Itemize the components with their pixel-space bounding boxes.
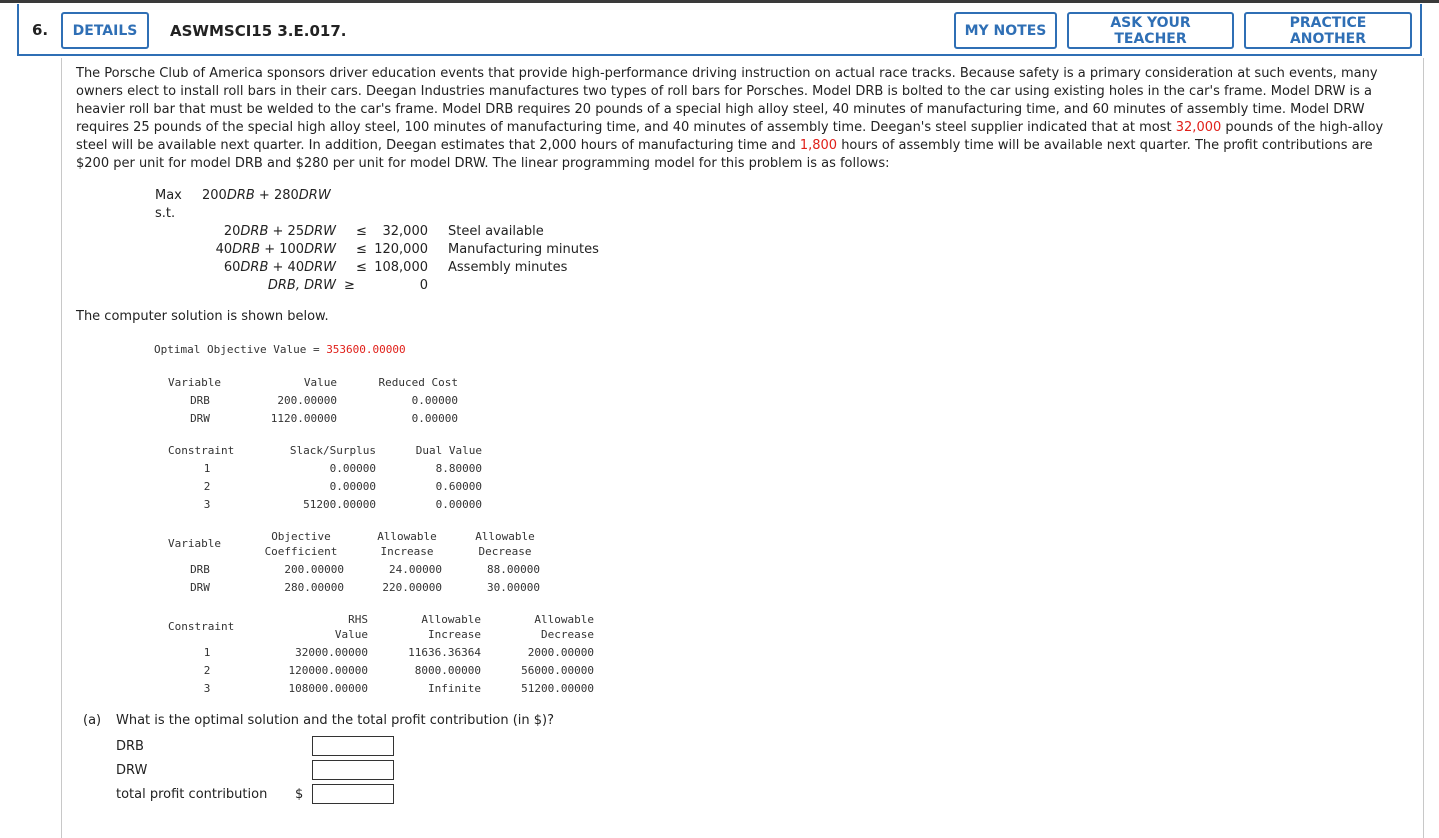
constraint-2-rhs: 120,000 xyxy=(374,242,428,257)
assembly-hours: 1,800 xyxy=(799,138,838,153)
cons-3-slack: 51200.00000 xyxy=(303,498,376,511)
rhsrange-3-inc: Infinite xyxy=(428,682,481,695)
nonneg-op: ≥ xyxy=(344,278,355,293)
cons-2-dual: 0.60000 xyxy=(435,480,482,493)
table-row: 3 xyxy=(203,682,211,695)
objrange-header-dec-2: Decrease xyxy=(478,545,532,558)
ask-your-teacher-button[interactable]: ASK YOUR TEACHER xyxy=(1067,12,1234,49)
rhsrange-2-rhs: 120000.00000 xyxy=(288,664,368,677)
rhsrange-3-rhs: 108000.00000 xyxy=(288,682,368,695)
constraint-1-desc: Steel available xyxy=(448,224,544,239)
cons-1-slack: 0.00000 xyxy=(329,462,376,475)
objrange-header-coef: Objective xyxy=(271,530,331,543)
drb-value: 200.00000 xyxy=(277,394,337,407)
cons-3-dual: 0.00000 xyxy=(435,498,482,511)
rhsrange-2-inc: 8000.00000 xyxy=(414,664,481,677)
dollar-sign: $ xyxy=(295,787,304,802)
rhsrange-header-rhs-2: Value xyxy=(334,628,368,641)
objrange-drw-coef: 280.00000 xyxy=(284,581,344,594)
constraint-1-rhs: 32,000 xyxy=(382,224,428,239)
drw-reduced-cost: 0.00000 xyxy=(411,412,458,425)
rhsrange-header-dec: Allowable xyxy=(534,613,594,626)
drw-value: 1120.00000 xyxy=(270,412,337,425)
rhsrange-header-inc-2: Increase xyxy=(428,628,481,641)
drw-label: DRW xyxy=(116,763,148,778)
objrange-header-dec: Allowable xyxy=(475,530,535,543)
constraint-3-lhs: 60DRB + 40DRW xyxy=(223,260,336,275)
vars-header-value: Value xyxy=(303,376,337,389)
rhsrange-1-dec: 2000.00000 xyxy=(527,646,594,659)
st-label: s.t. xyxy=(155,206,176,221)
objrange-header-variable: Variable xyxy=(168,537,221,550)
steel-amount: 32,000 xyxy=(1175,120,1222,135)
constraint-3-desc: Assembly minutes xyxy=(448,260,568,275)
drb-reduced-cost: 0.00000 xyxy=(411,394,458,407)
rhsrange-header-dec-2: Decrease xyxy=(541,628,594,641)
table-row: 1 xyxy=(203,462,211,475)
total-profit-label: total profit contribution xyxy=(116,787,268,802)
objrange-drb-dec: 88.00000 xyxy=(487,563,540,576)
objective-line: Optimal Objective Value = 353600.00000 xyxy=(154,343,406,356)
drw-answer-input[interactable] xyxy=(312,760,394,780)
cons-1-dual: 8.80000 xyxy=(435,462,482,475)
rhsrange-1-rhs: 32000.00000 xyxy=(295,646,368,659)
top-rule xyxy=(0,0,1439,3)
table-row: DRB xyxy=(190,394,210,407)
details-button[interactable]: DETAILS xyxy=(61,12,149,49)
part-a-label: (a) xyxy=(83,713,102,728)
cons-header-constraint: Constraint xyxy=(168,444,235,457)
vars-header-reduced: Reduced Cost xyxy=(378,376,458,389)
objrange-drw-inc: 220.00000 xyxy=(382,581,442,594)
constraint-3-rhs: 108,000 xyxy=(374,260,428,275)
cons-header-dual: Dual Value xyxy=(415,444,482,457)
rhsrange-header-rhs: RHS xyxy=(348,613,368,626)
problem-statement: The Porsche Club of America sponsors driver education events that provide high-performance driving instruction on actual race tracks. Because safety is a primary consideration at such events, many owners elect to install roll bars in their cars. Deegan Industries manufactures two types of roll bars for Porsches. Model DRB is bolted to the car using existing holes in the car's frame. Model DRW is a heavier roll bar that must be welded to the car's frame. Model DRB requires 20 pounds of a special high alloy steel, 40 minutes of manufacturing time, and 60 minutes of assembly time. Model DRW requires 25 pounds of the special high alloy steel, 100 minutes of manufacturing time, and 40 minutes of assembly time. Deegan's steel supplier indicated that at most 32,000 pounds of the high-alloy steel will be available next quarter. In addition, Deegan estimates that 2,000 hours of manufacturing time and 1,800 hours of assembly time will be available next quarter. The profit contributions are $200 per unit for model DRB and $280 per unit for model DRW. The linear programming model for this problem is as follows: xyxy=(76,66,1384,171)
total-profit-input[interactable] xyxy=(312,784,394,804)
table-row: 2 xyxy=(203,664,211,677)
objrange-header-coef-2: Coefficient xyxy=(264,545,338,558)
rhsrange-header-inc: Allowable xyxy=(421,613,481,626)
max-label: Max xyxy=(155,188,182,203)
drb-label: DRB xyxy=(116,739,144,754)
objrange-header-inc-2: Increase xyxy=(380,545,434,558)
objective-value: 353600.00000 xyxy=(326,343,406,356)
drb-answer-input[interactable] xyxy=(312,736,394,756)
rhsrange-header-constraint: Constraint xyxy=(168,620,235,633)
practice-another-button[interactable]: PRACTICE ANOTHER xyxy=(1244,12,1412,49)
table-row: 3 xyxy=(203,498,211,511)
objrange-drb-inc: 24.00000 xyxy=(389,563,442,576)
rhsrange-1-inc: 11636.36364 xyxy=(408,646,481,659)
constraint-2-lhs: 40DRB + 100DRW xyxy=(215,242,336,257)
vars-header-variable: Variable xyxy=(168,376,221,389)
cons-2-slack: 0.00000 xyxy=(329,480,376,493)
my-notes-button[interactable]: MY NOTES xyxy=(954,12,1057,49)
constraint-1-op: ≤ xyxy=(356,224,367,239)
table-row: DRW xyxy=(190,581,210,594)
part-a-question: What is the optimal solution and the total profit contribution (in $)? xyxy=(116,713,554,728)
table-row: DRB xyxy=(190,563,210,576)
objrange-drb-coef: 200.00000 xyxy=(284,563,344,576)
table-row: DRW xyxy=(190,412,210,425)
objrange-header-inc: Allowable xyxy=(377,530,437,543)
nonneg-lhs: DRB, DRW xyxy=(267,278,336,293)
rhsrange-3-dec: 51200.00000 xyxy=(521,682,594,695)
objective-function: 200DRB + 280DRW xyxy=(202,188,331,203)
constraint-2-op: ≤ xyxy=(356,242,367,257)
rhsrange-2-dec: 56000.00000 xyxy=(521,664,594,677)
solution-intro: The computer solution is shown below. xyxy=(76,309,329,324)
nonneg-rhs: 0 xyxy=(419,278,428,293)
cons-header-slack: Slack/Surplus xyxy=(289,444,376,457)
constraint-2-desc: Manufacturing minutes xyxy=(448,242,599,257)
constraint-3-op: ≤ xyxy=(356,260,367,275)
question-code: ASWMSCI15 3.E.017. xyxy=(170,22,347,40)
objrange-drw-dec: 30.00000 xyxy=(487,581,540,594)
table-row: 2 xyxy=(203,480,211,493)
table-row: 1 xyxy=(203,646,211,659)
constraint-1-lhs: 20DRB + 25DRW xyxy=(223,224,336,239)
question-number: 6. xyxy=(32,21,49,39)
